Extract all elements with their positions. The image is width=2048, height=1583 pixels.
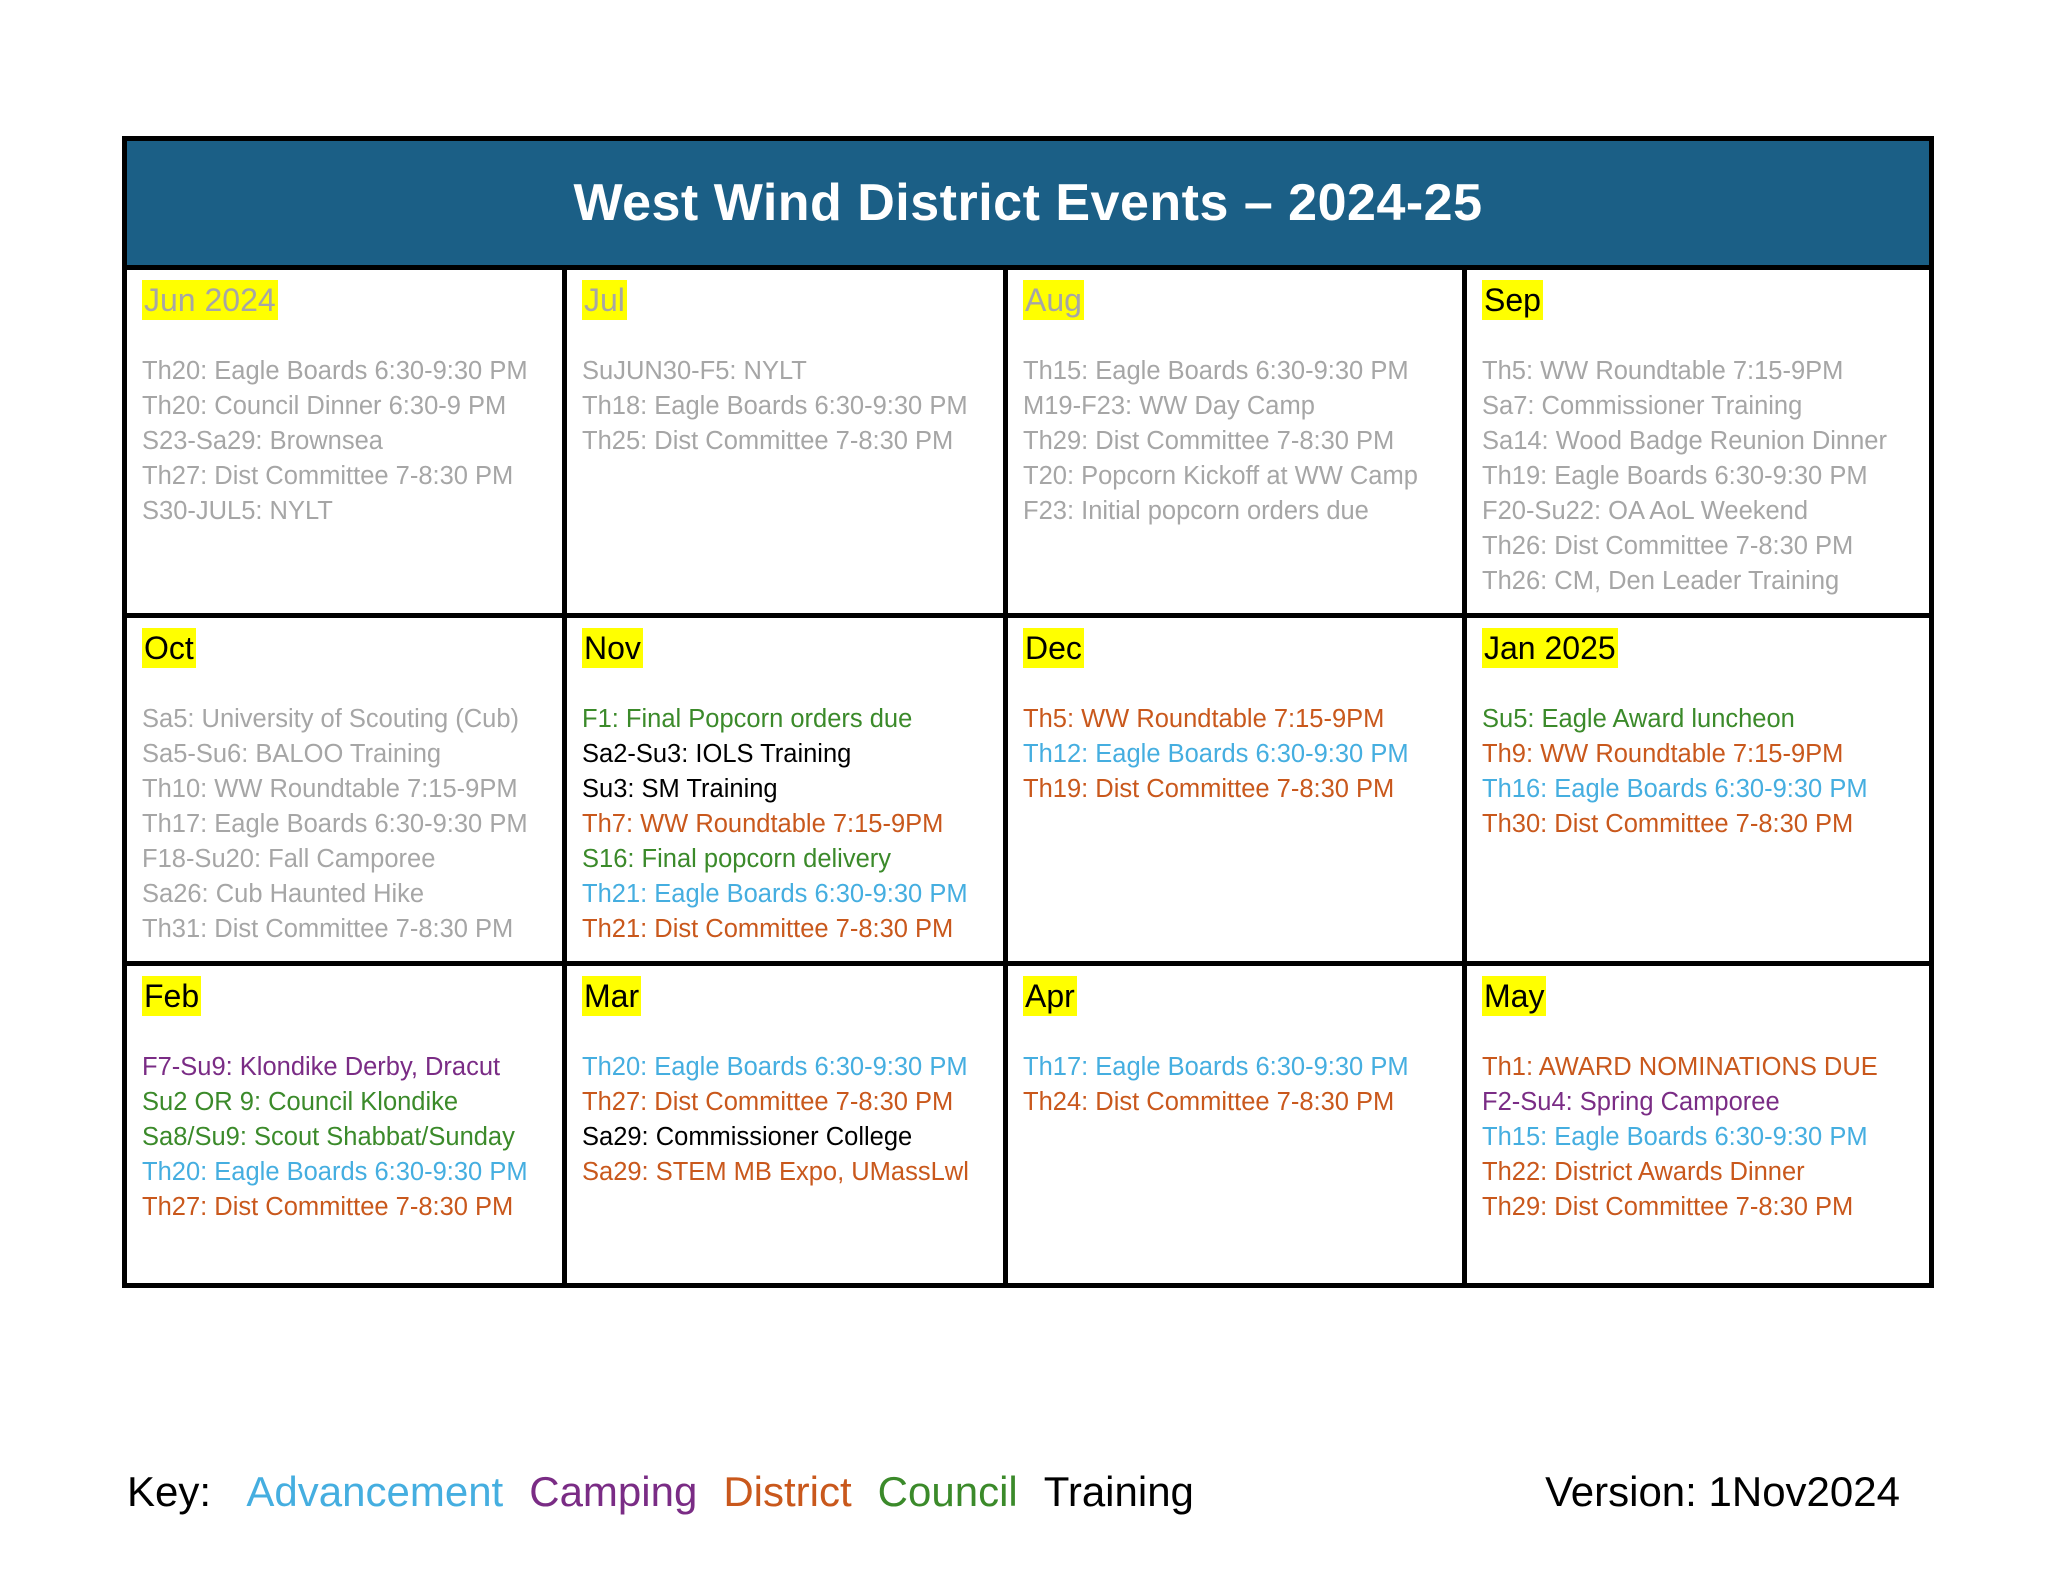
event-item: Th20: Eagle Boards 6:30-9:30 PM: [142, 1158, 528, 1186]
event-item: Th27: Dist Committee 7-8:30 PM: [582, 1088, 954, 1116]
event-item: Th20: Council Dinner 6:30-9 PM: [142, 392, 507, 420]
month-cell: [127, 270, 567, 618]
event-item: Sa7: Commissioner Training: [1482, 392, 1803, 420]
event-item: SuJUN30-F5: NYLT: [582, 357, 807, 385]
event-item: F2-Su4: Spring Camporee: [1482, 1088, 1780, 1116]
month-cell: [567, 966, 1008, 1283]
month-label: Aug: [1025, 282, 1082, 318]
event-item: Th27: Dist Committee 7-8:30 PM: [142, 1193, 514, 1221]
event-item: Sa5-Su6: BALOO Training: [142, 740, 442, 768]
month-label: Jul: [584, 282, 625, 318]
event-item: Th27: Dist Committee 7-8:30 PM: [142, 462, 514, 490]
color-key: [127, 1468, 1220, 1516]
version-label: Version: 1Nov2024: [1545, 1468, 1900, 1515]
month-label: May: [1484, 978, 1545, 1014]
event-item: Th15: Eagle Boards 6:30-9:30 PM: [1023, 357, 1409, 385]
event-item: Th20: Eagle Boards 6:30-9:30 PM: [582, 1053, 968, 1081]
event-item: Th19: Dist Committee 7-8:30 PM: [1023, 775, 1395, 803]
event-item: Th17: Eagle Boards 6:30-9:30 PM: [1023, 1053, 1409, 1081]
key-label: Key:: [127, 1468, 212, 1515]
event-item: Th15: Eagle Boards 6:30-9:30 PM: [1482, 1123, 1868, 1151]
event-item: S23-Sa29: Brownsea: [142, 427, 383, 455]
event-item: S16: Final popcorn delivery: [582, 845, 892, 873]
month-label: Jun 2024: [144, 282, 276, 318]
event-item: Th29: Dist Committee 7-8:30 PM: [1482, 1193, 1854, 1221]
event-item: Su3: SM Training: [582, 775, 778, 803]
event-item: Th17: Eagle Boards 6:30-9:30 PM: [142, 810, 528, 838]
event-item: Th20: Eagle Boards 6:30-9:30 PM: [142, 357, 528, 385]
event-item: Th10: WW Roundtable 7:15-9PM: [142, 775, 518, 803]
event-item: S30-JUL5: NYLT: [142, 497, 333, 525]
event-item: Th5: WW Roundtable 7:15-9PM: [1482, 357, 1844, 385]
event-item: Th21: Dist Committee 7-8:30 PM: [582, 915, 954, 943]
event-item: Sa2-Su3: IOLS Training: [582, 740, 852, 768]
month-label: Mar: [584, 978, 640, 1014]
event-item: Th16: Eagle Boards 6:30-9:30 PM: [1482, 775, 1868, 803]
event-item: Sa14: Wood Badge Reunion Dinner: [1482, 427, 1887, 455]
month-label: Feb: [144, 978, 200, 1014]
event-item: Th21: Eagle Boards 6:30-9:30 PM: [582, 880, 968, 908]
key-item-council: Council: [877, 1468, 1018, 1515]
event-item: F18-Su20: Fall Camporee: [142, 845, 436, 873]
event-item: Th29: Dist Committee 7-8:30 PM: [1023, 427, 1395, 455]
event-item: Sa29: Commissioner College: [582, 1123, 913, 1151]
event-item: Th26: Dist Committee 7-8:30 PM: [1482, 532, 1854, 560]
month-label: Sep: [1484, 282, 1541, 318]
event-item: F7-Su9: Klondike Derby, Dracut: [142, 1053, 501, 1081]
key-item-camping: Camping: [529, 1468, 698, 1515]
month-cell: [1008, 618, 1467, 966]
month-cell: [1008, 270, 1467, 618]
event-item: Sa26: Cub Haunted Hike: [142, 880, 425, 908]
event-item: Su5: Eagle Award luncheon: [1482, 705, 1795, 733]
event-item: Sa29: STEM MB Expo, UMassLwl: [582, 1158, 969, 1186]
event-item: Th1: AWARD NOMINATIONS DUE: [1482, 1053, 1878, 1081]
month-label: Jan 2025: [1484, 630, 1616, 666]
event-item: F1: Final Popcorn orders due: [582, 705, 913, 733]
event-item: Sa8/Su9: Scout Shabbat/Sunday: [142, 1123, 515, 1151]
month-label: Oct: [144, 630, 194, 666]
month-cell: [127, 618, 567, 966]
month-cell: [1008, 966, 1467, 1283]
event-item: F20-Su22: OA AoL Weekend: [1482, 497, 1809, 525]
month-cell: [1467, 618, 1929, 966]
event-item: Th24: Dist Committee 7-8:30 PM: [1023, 1088, 1395, 1116]
event-item: Su2 OR 9: Council Klondike: [142, 1088, 459, 1116]
event-item: Th5: WW Roundtable 7:15-9PM: [1023, 705, 1385, 733]
month-cell: [567, 618, 1008, 966]
event-item: T20: Popcorn Kickoff at WW Camp: [1023, 462, 1418, 490]
month-grid: [127, 270, 1929, 1283]
event-item: Th7: WW Roundtable 7:15-9PM: [582, 810, 944, 838]
event-item: Th9: WW Roundtable 7:15-9PM: [1482, 740, 1844, 768]
event-item: Th19: Eagle Boards 6:30-9:30 PM: [1482, 462, 1868, 490]
event-item: Th25: Dist Committee 7-8:30 PM: [582, 427, 954, 455]
event-item: Sa5: University of Scouting (Cub): [142, 705, 519, 733]
month-cell: [1467, 270, 1929, 618]
month-label: Dec: [1025, 630, 1082, 666]
event-item: Th30: Dist Committee 7-8:30 PM: [1482, 810, 1854, 838]
key-item-district: District: [723, 1468, 852, 1515]
month-label: Apr: [1025, 978, 1075, 1014]
event-item: Th31: Dist Committee 7-8:30 PM: [142, 915, 514, 943]
title-bar: [127, 141, 1929, 270]
events-calendar: [122, 136, 1934, 1288]
event-item: Th22: District Awards Dinner: [1482, 1158, 1805, 1186]
page-title: West Wind District Events – 2024-25: [573, 174, 1483, 232]
month-cell: [127, 966, 567, 1283]
event-item: Th26: CM, Den Leader Training: [1482, 567, 1840, 595]
event-item: Th18: Eagle Boards 6:30-9:30 PM: [582, 392, 968, 420]
event-item: F23: Initial popcorn orders due: [1023, 497, 1369, 525]
month-cell: [1467, 966, 1929, 1283]
event-item: Th12: Eagle Boards 6:30-9:30 PM: [1023, 740, 1409, 768]
key-item-advancement: Advancement: [246, 1468, 504, 1515]
month-label: Nov: [584, 630, 641, 666]
event-item: M19-F23: WW Day Camp: [1023, 392, 1315, 420]
month-cell: [567, 270, 1008, 618]
key-item-training: Training: [1043, 1468, 1194, 1515]
